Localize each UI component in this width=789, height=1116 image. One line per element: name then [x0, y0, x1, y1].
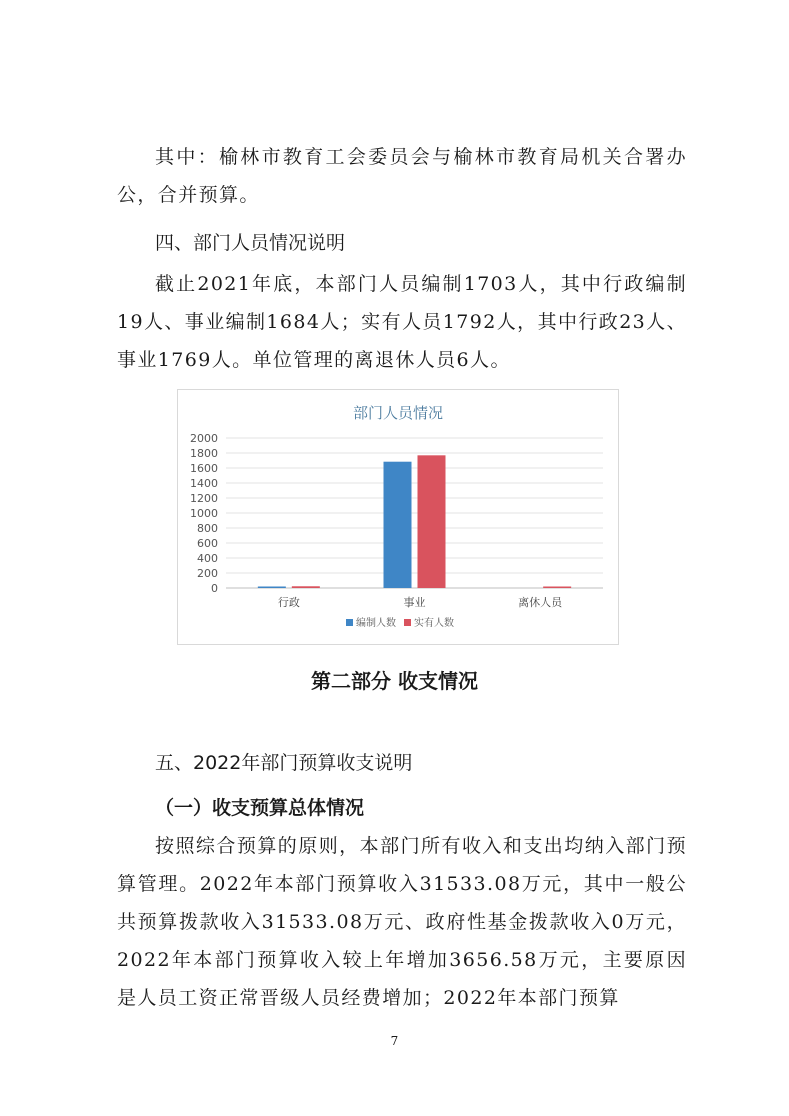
x-tick-label: 行政: [277, 596, 300, 609]
y-axis-ticks: [190, 432, 218, 595]
personnel-chart: [177, 389, 619, 645]
x-tick-label: 离休人员: [518, 596, 563, 609]
legend-label: 实有人数: [414, 618, 454, 629]
y-tick-label: 600: [197, 537, 218, 550]
y-tick-label: 2000: [190, 432, 218, 445]
chart-bars: [258, 455, 571, 588]
y-tick-label: 1200: [190, 492, 218, 505]
bar-authorized: [258, 587, 286, 589]
bar-authorized: [384, 462, 412, 588]
legend-swatch: [404, 619, 411, 626]
paragraph-personnel: 截止2021年底，本部门人员编制1703人，其中行政编制19人、事业编制1684人；实有人员1792人，其中行政23人、事业1769人。单位管理的离退休人员6人。: [117, 273, 687, 371]
section-heading-personnel: 四、部门人员情况说明: [155, 232, 346, 254]
subsection-heading-overview: （一）收支预算总体情况: [155, 797, 365, 819]
legend-label: 编制人数: [356, 618, 396, 629]
y-tick-label: 200: [197, 567, 218, 580]
legend-swatch: [346, 619, 353, 626]
y-tick-label: 1800: [190, 447, 218, 460]
x-tick-label: 事业: [403, 596, 426, 609]
y-tick-label: 1600: [190, 462, 218, 475]
bar-actual: [418, 455, 446, 588]
paragraph-budget-overview: 按照综合预算的原则，本部门所有收入和支出均纳入部门预算管理。2022年本部门预算收入31533.08万元，其中一般公共预算拨款收入31533.08万元、政府性基金拨款收入0万元，2022年本部门预算收入较上年增加3656.58万元，主要原因是人员工资正常晋级人员经费增加；2022年本部门预算: [117, 835, 687, 1009]
section-heading-budget: 五、2022年部门预算收支说明: [155, 752, 413, 774]
y-tick-label: 0: [211, 582, 218, 595]
chart-gridlines: [226, 438, 603, 588]
y-tick-label: 400: [197, 552, 218, 565]
y-tick-label: 1000: [190, 507, 218, 520]
page-number: 7: [390, 1034, 399, 1048]
y-tick-label: 1400: [190, 477, 218, 490]
part-two-title: 第二部分 收支情况: [311, 669, 478, 693]
x-axis-ticks: [278, 595, 563, 609]
bar-actual: [292, 586, 320, 588]
chart-title: 部门人员情况: [352, 404, 444, 422]
y-tick-label: 800: [197, 522, 218, 535]
personnel-chart-svg: [178, 390, 618, 644]
paragraph-merged-office: 其中：榆林市教育工会委员会与榆林市教育局机关合署办公，合并预算。: [117, 146, 687, 206]
bar-actual: [543, 587, 571, 589]
chart-legend: [346, 616, 454, 629]
